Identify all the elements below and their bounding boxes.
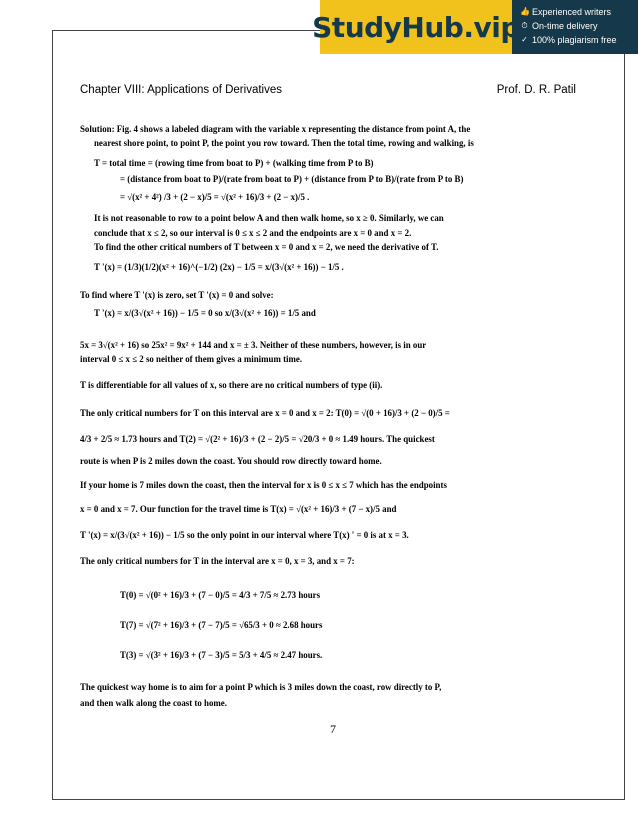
- page-number: 7: [330, 722, 336, 736]
- text-line: x = 0 and x = 7. Our function for the travel time is T(x) = √(x² + 16)/3 + (7 − x)/5 and: [80, 504, 397, 514]
- equation-line: = √(x² + 4²) /3 + (2 − x)/5 = √(x² + 16)/3 + (2 − x)/5 .: [120, 192, 310, 202]
- text-line: To find where T '(x) is zero, set T '(x) = 0 and solve:: [80, 290, 274, 300]
- text-line: interval 0 ≤ x ≤ 2 so neither of them gives a minimum time.: [80, 354, 303, 364]
- text-line: To find the other critical numbers of T between x = 0 and x = 2, we need the derivative of T.: [94, 242, 439, 252]
- text-line: T '(x) = x/(3√(x² + 16)) − 1/5 so the only point in our interval where T(x) ' = 0 is at x = 3.: [80, 530, 409, 540]
- feature-list: [520, 5, 617, 47]
- check-icon: ✓: [521, 35, 528, 44]
- feature-item: ✓ 100% plagiarism free: [521, 35, 617, 45]
- text-line: Solution: Fig. 4 shows a labeled diagram with the variable x representing the distance from point A, the: [80, 124, 471, 134]
- equation-line: T(3) = √(3² + 16)/3 + (7 − 3)/5 = 5/3 + 4/5 ≈ 2.47 hours.: [120, 650, 323, 660]
- text-line: = (distance from boat to P)/(rate from boat to P) + (distance from P to B)/(rate from P to B): [120, 174, 464, 184]
- feature-item: 👍 Experienced writers: [520, 7, 612, 17]
- text-line: T is differentiable for all values of x, so there are no critical numbers of type (ii).: [80, 380, 383, 390]
- text-line: The only critical numbers for T in the interval are x = 0, x = 3, and x = 7:: [80, 556, 355, 566]
- text-line: and then walk along the coast to home.: [80, 698, 227, 708]
- text-line: 5x = 3√(x² + 16) so 25x² = 9x² + 144 and x = ± 3. Neither of these numbers, however, is in our: [80, 340, 427, 350]
- text-line: conclude that x ≤ 2, so our interval is 0 ≤ x ≤ 2 and the endpoints are x = 0 and x = 2.: [94, 228, 412, 238]
- text-line: 4/3 + 2/5 ≈ 1.73 hours and T(2) = √(2² + 16)/3 + (2 − 2)/5 = √20/3 + 0 ≈ 1.49 hours. The quickest: [80, 434, 435, 444]
- equation-line: T '(x) = (1/3)(1/2)(x² + 16)^(−1/2) (2x) − 1/5 = x/(3√(x² + 16)) − 1/5 .: [94, 262, 344, 272]
- author-name: Prof. D. R. Patil: [496, 84, 576, 96]
- equation-line: T '(x) = x/(3√(x² + 16)) − 1/5 = 0 so x/(3√(x² + 16)) = 1/5 and: [94, 308, 316, 318]
- text-line: The only critical numbers for T on this interval are x = 0 and x = 2: T(0) = √(0 + 16)/3 + (2 − 0)/5 =: [80, 408, 450, 418]
- feature-item: ⏱ On-time delivery: [521, 21, 598, 31]
- thumbs-up-icon: 👍: [520, 7, 530, 16]
- text-line: route is when P is 2 miles down the coast. You should row directly toward home.: [80, 456, 382, 466]
- equation-line: T(7) = √(7² + 16)/3 + (7 − 7)/5 = √65/3 + 0 ≈ 2.68 hours: [120, 620, 323, 630]
- studyhub-banner[interactable]: [312, 0, 638, 54]
- text-line: The quickest way home is to aim for a point P which is 3 miles down the coast, row directly to P,: [80, 682, 442, 692]
- studyhub-logo[interactable]: StudyHub.vip: [320, 0, 512, 54]
- text-line: It is not reasonable to row to a point below A and then walk home, so x ≥ 0. Similarly, we can: [94, 213, 444, 223]
- clock-icon: ⏱: [521, 21, 528, 30]
- text-line: If your home is 7 miles down the coast, then the interval for x is 0 ≤ x ≤ 7 which has the endpoints: [80, 480, 447, 490]
- equation-line: T(0) = √(0² + 16)/3 + (7 − 0)/5 = 4/3 + 7/5 ≈ 2.73 hours: [120, 590, 321, 600]
- chapter-title: Chapter VIII: Applications of Derivatives: [80, 84, 282, 96]
- text-line: nearest shore point, to point P, the point you row toward. Then the total time, rowing and walking, is: [94, 138, 474, 148]
- text-line: T = total time = (rowing time from boat to P) + (walking time from P to B): [94, 158, 374, 168]
